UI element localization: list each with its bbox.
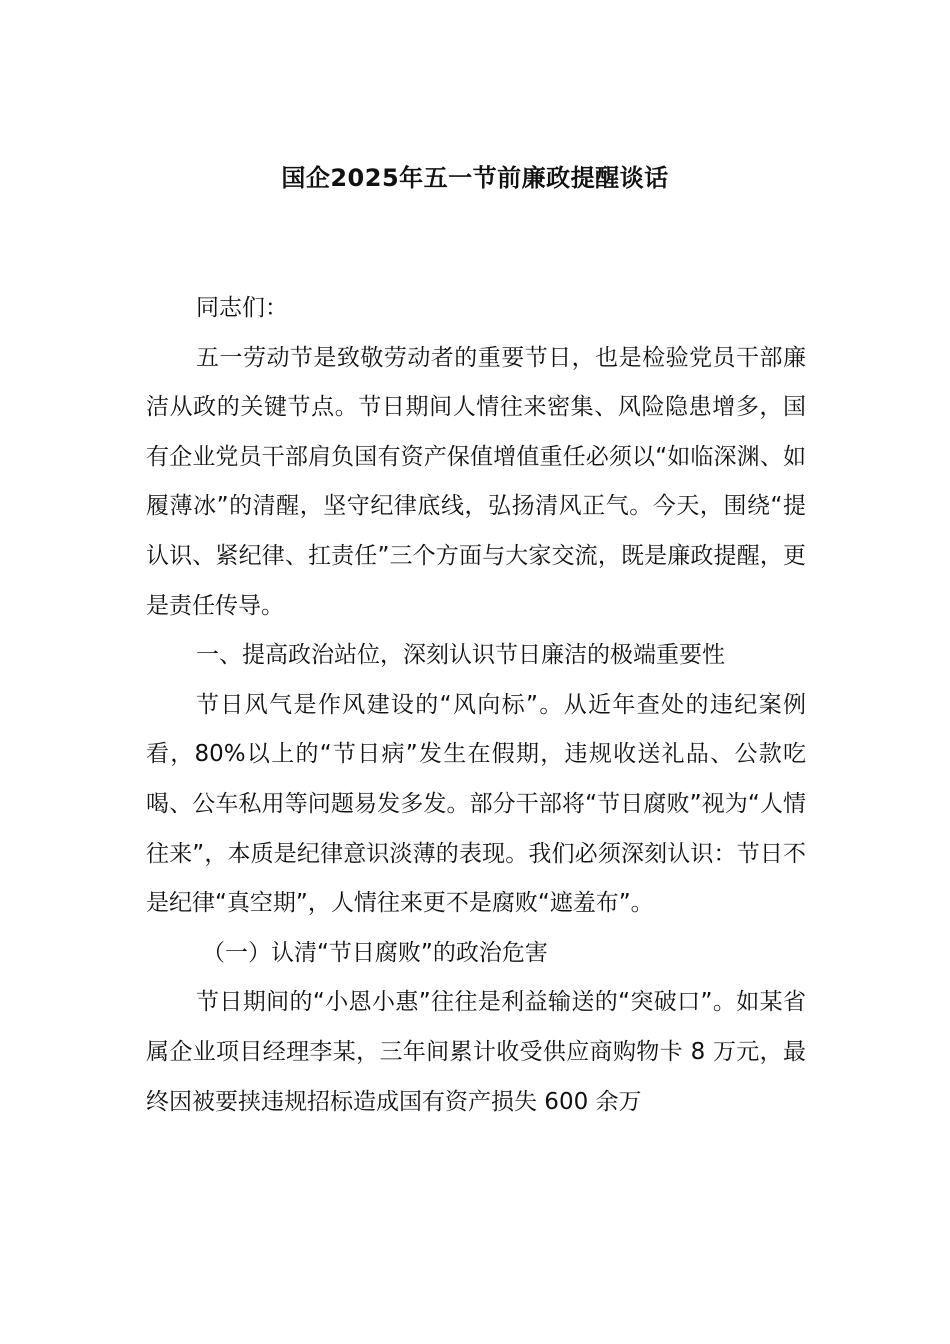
subsection-heading: （一）认清“节日腐败”的政治危害 [202, 939, 548, 966]
section-heading: 一、提高政治站位，深刻认识节日廉洁的极端重要性 [196, 642, 725, 669]
document-title: 国企2025年五一节前廉政提醒谈话 [281, 164, 669, 192]
document-body [146, 284, 806, 1127]
salutation-paragraph: 同志们： [196, 295, 288, 321]
body-paragraph: 节日风气是作风建设的“风向标”。从近年查处的违纪案例看，80%以上的“节日病”发生在假期，违规收送礼品、公款吃喝、公车私用等问题易发多发。部分干部将“节日腐败”视为“人情往来”，本质是纪律意识淡薄的表现。我们必须深刻认识：节日不是纪律“真空期”，人情往来更不是腐败“遮羞布”。 [146, 691, 806, 917]
body-paragraph: 节日期间的“小恩小惠”往往是利益输送的“突破口”。如某省属企业项目经理李某，三年间累计收受供应商购物卡 8 万元，最终因被要挟违规招标造成国有资产损失 600 余万 [146, 989, 806, 1115]
body-paragraph: 五一劳动节是致敬劳动者的重要节日，也是检验党员干部廉洁从政的关键节点。节日期间人情往来密集、风险隐患增多，国有企业党员干部肩负国有资产保值增值重任必须以“如临深渊、如履薄冰”的清醒，坚守纪律底线，弘扬清风正气。今天，围绕“提认识、紧纪律、扛责任”三个方面与大家交流，既是廉政提醒，更是责任传导。 [146, 344, 806, 619]
